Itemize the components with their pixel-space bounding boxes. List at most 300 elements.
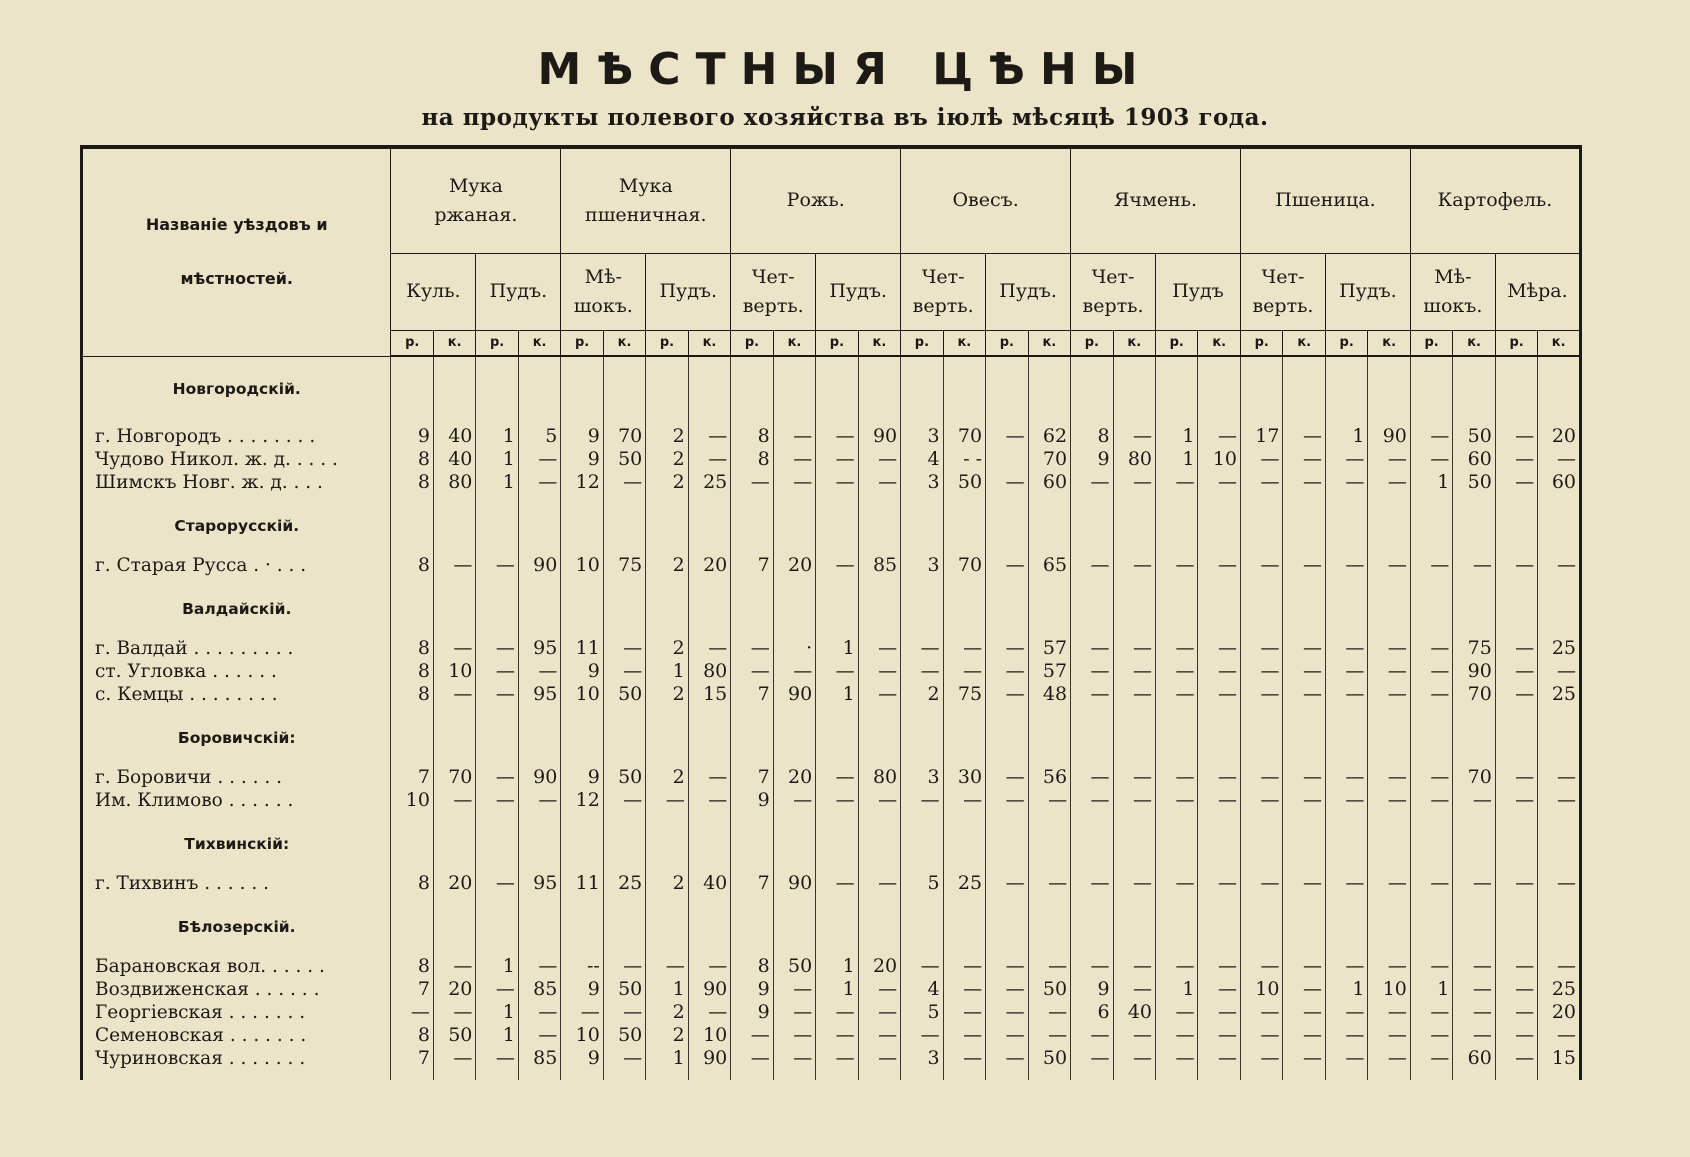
- price-rub-cell: 6: [1071, 1001, 1113, 1024]
- price-kop-cell: —: [1113, 660, 1155, 683]
- price-rub-cell: —: [476, 978, 518, 1001]
- district-name: Бѣлозерскій.: [177, 917, 296, 936]
- price-kop-cell: —: [433, 789, 475, 812]
- price-kop-cell: —: [518, 448, 560, 471]
- table-row: [82, 978, 1581, 1001]
- price-kop-cell: —: [603, 637, 645, 660]
- price-kop-cell: 70: [943, 425, 985, 448]
- price-rub-cell: 5: [901, 872, 943, 895]
- price-kop-cell: —: [858, 637, 901, 660]
- place-name: г. Старая Русса . · . . .: [95, 554, 307, 576]
- price-rub-cell: —: [731, 1024, 773, 1047]
- price-kop-cell: —: [1538, 554, 1581, 577]
- price-rub-cell: —: [1325, 1047, 1367, 1070]
- price-kop-cell: —: [858, 448, 901, 471]
- price-kop-cell: —: [773, 1047, 815, 1070]
- price-rub-cell: 8: [391, 448, 433, 471]
- unit-header-oats-big: Чет- верть.: [901, 254, 986, 331]
- price-rub-cell: —: [476, 660, 518, 683]
- price-kop-cell: 15: [688, 683, 731, 706]
- price-kop-cell: 50: [1453, 425, 1495, 448]
- product-header-wheat-flour: Мука пшеничная.: [561, 147, 731, 254]
- price-kop-cell: —: [1283, 660, 1325, 683]
- price-kop-cell: —: [1368, 1047, 1410, 1070]
- price-rub-cell: —: [476, 789, 518, 812]
- price-kop-cell: 20: [773, 554, 815, 577]
- price-kop-cell: —: [943, 637, 985, 660]
- price-kop-cell: —: [603, 955, 645, 978]
- price-rub-cell: 8: [391, 471, 433, 494]
- price-kop-cell: 10: [433, 660, 475, 683]
- price-kop-cell: 70: [433, 766, 475, 789]
- price-kop-cell: —: [518, 471, 560, 494]
- place-name: с. Кемцы . . . . . . . .: [95, 683, 278, 705]
- product-header-wheat: Пшеница.: [1241, 147, 1411, 254]
- price-kop-cell: 50: [603, 978, 645, 1001]
- price-rub-cell: —: [731, 637, 773, 660]
- price-rub-cell: 1: [816, 978, 858, 1001]
- spacer-row: [82, 860, 1581, 872]
- spacer-row: [82, 542, 1581, 554]
- price-rub-cell: --: [561, 955, 603, 978]
- price-kop-cell: 50: [603, 1024, 645, 1047]
- price-kop-cell: 10: [1368, 978, 1410, 1001]
- price-kop-cell: —: [1198, 955, 1241, 978]
- price-rub-cell: —: [901, 955, 943, 978]
- price-rub-cell: —: [1495, 978, 1537, 1001]
- price-rub-cell: 1: [1325, 978, 1367, 1001]
- price-rub-cell: —: [901, 789, 943, 812]
- price-kop-cell: —: [858, 872, 901, 895]
- price-rub-cell: —: [1071, 1047, 1113, 1070]
- price-kop-cell: —: [1198, 978, 1241, 1001]
- price-kop-cell: —: [858, 978, 901, 1001]
- price-kop-cell: —: [1368, 1024, 1410, 1047]
- price-kop-cell: 80: [688, 660, 731, 683]
- price-kop-cell: —: [1538, 955, 1581, 978]
- district-row: [82, 812, 1581, 860]
- price-kop-cell: 20: [433, 978, 475, 1001]
- rub-label: р.: [1156, 331, 1198, 357]
- price-rub-cell: 3: [901, 471, 943, 494]
- unit-header-wheat-big: Чет- верть.: [1241, 254, 1326, 331]
- price-kop-cell: —: [1198, 1047, 1241, 1070]
- price-kop-cell: —: [1198, 789, 1241, 812]
- district-row: [82, 706, 1581, 754]
- price-rub-cell: —: [476, 766, 518, 789]
- price-rub-cell: —: [1325, 789, 1367, 812]
- price-rub-cell: —: [1156, 872, 1198, 895]
- price-kop-cell: —: [1113, 683, 1155, 706]
- price-kop-cell: —: [1368, 554, 1410, 577]
- price-rub-cell: 3: [901, 1047, 943, 1070]
- price-rub-cell: —: [901, 660, 943, 683]
- price-rub-cell: —: [816, 471, 858, 494]
- product-header-potatoes: Картофель.: [1410, 147, 1580, 254]
- price-kop-cell: —: [1198, 1024, 1241, 1047]
- price-kop-cell: 90: [688, 1047, 731, 1070]
- price-kop-cell: 40: [1113, 1001, 1155, 1024]
- price-rub-cell: 9: [561, 425, 603, 448]
- kop-label: к.: [1283, 331, 1325, 357]
- price-kop-cell: —: [858, 1024, 901, 1047]
- unit-header-rye-big: Чет- верть.: [731, 254, 816, 331]
- price-kop-cell: 70: [1453, 683, 1495, 706]
- price-rub-cell: —: [986, 1047, 1028, 1070]
- price-kop-cell: —: [1538, 660, 1581, 683]
- price-rub-cell: —: [1071, 1024, 1113, 1047]
- price-kop-cell: 25: [1538, 637, 1581, 660]
- price-rub-cell: —: [1156, 766, 1198, 789]
- district-name: Валдайскій.: [182, 599, 292, 618]
- price-kop-cell: —: [433, 1001, 475, 1024]
- price-rub-cell: —: [816, 554, 858, 577]
- price-kop-cell: —: [1368, 872, 1410, 895]
- spacer-row: [82, 754, 1581, 766]
- price-kop-cell: 95: [518, 683, 560, 706]
- price-rub-cell: 10: [561, 554, 603, 577]
- price-kop-cell: —: [858, 471, 901, 494]
- price-rub-cell: 9: [731, 789, 773, 812]
- price-rub-cell: —: [986, 1024, 1028, 1047]
- price-rub-cell: —: [1241, 789, 1283, 812]
- price-kop-cell: 60: [1028, 471, 1071, 494]
- price-kop-cell: 75: [943, 683, 985, 706]
- price-rub-cell: —: [1495, 1001, 1537, 1024]
- price-rub-cell: —: [1495, 637, 1537, 660]
- price-kop-cell: 30: [943, 766, 985, 789]
- product-header-rye: Рожь.: [731, 147, 901, 254]
- price-rub-cell: 8: [391, 660, 433, 683]
- price-kop-cell: 20: [858, 955, 901, 978]
- price-kop-cell: —: [1198, 471, 1241, 494]
- price-rub-cell: —: [986, 789, 1028, 812]
- price-kop-cell: 25: [688, 471, 731, 494]
- price-kop-cell: —: [1283, 554, 1325, 577]
- price-rub-cell: —: [476, 554, 518, 577]
- price-rub-cell: 1: [816, 637, 858, 660]
- price-rub-cell: —: [1241, 471, 1283, 494]
- price-rub-cell: —: [816, 766, 858, 789]
- kop-label: к.: [1453, 331, 1495, 357]
- price-kop-cell: 90: [518, 766, 560, 789]
- price-kop-cell: 70: [603, 425, 645, 448]
- price-kop-cell: 90: [1368, 425, 1410, 448]
- price-rub-cell: —: [1410, 425, 1452, 448]
- price-kop-cell: —: [1028, 955, 1071, 978]
- table-row: [82, 789, 1581, 812]
- price-rub-cell: —: [816, 1047, 858, 1070]
- price-kop-cell: —: [1113, 872, 1155, 895]
- price-kop-cell: 10: [688, 1024, 731, 1047]
- price-rub-cell: —: [1495, 872, 1537, 895]
- price-kop-cell: 50: [1028, 978, 1071, 1001]
- price-rub-cell: —: [1156, 1001, 1198, 1024]
- rub-label: р.: [986, 331, 1028, 357]
- price-rub-cell: —: [1495, 1047, 1537, 1070]
- price-rub-cell: 1: [646, 1047, 688, 1070]
- price-kop-cell: —: [1368, 789, 1410, 812]
- price-kop-cell: —: [1198, 554, 1241, 577]
- rub-label: р.: [561, 331, 603, 357]
- price-rub-cell: 2: [646, 471, 688, 494]
- price-rub-cell: —: [1410, 660, 1452, 683]
- price-rub-cell: —: [476, 1047, 518, 1070]
- price-kop-cell: —: [1113, 425, 1155, 448]
- price-rub-cell: —: [646, 955, 688, 978]
- rub-label: р.: [1071, 331, 1113, 357]
- price-kop-cell: —: [1113, 766, 1155, 789]
- price-rub-cell: 9: [561, 766, 603, 789]
- page-subtitle: на продукты полевого хозяйства въ iюлѣ мѣсяцѣ 1903 года.: [421, 104, 1269, 131]
- kop-label: к.: [603, 331, 645, 357]
- price-kop-cell: —: [603, 789, 645, 812]
- price-rub-cell: —: [1071, 872, 1113, 895]
- price-kop-cell: —: [773, 789, 815, 812]
- price-rub-cell: 1: [1156, 448, 1198, 471]
- price-kop-cell: —: [858, 1047, 901, 1070]
- price-kop-cell: —: [1028, 1001, 1071, 1024]
- table-row: [82, 683, 1581, 706]
- unit-header-rye-flour-pud: Пудъ.: [476, 254, 561, 331]
- price-kop-cell: —: [1453, 978, 1495, 1001]
- price-kop-cell: —: [943, 660, 985, 683]
- price-kop-cell: 62: [1028, 425, 1071, 448]
- spacer-row: [82, 1070, 1581, 1080]
- price-kop-cell: —: [688, 789, 731, 812]
- price-rub-cell: —: [1241, 637, 1283, 660]
- price-rub-cell: —: [1495, 660, 1537, 683]
- price-rub-cell: 7: [391, 978, 433, 1001]
- price-rub-cell: —: [1241, 683, 1283, 706]
- price-kop-cell: —: [943, 1024, 985, 1047]
- price-kop-cell: —: [943, 955, 985, 978]
- price-kop-cell: 70: [943, 554, 985, 577]
- price-rub-cell: —: [1071, 766, 1113, 789]
- price-kop-cell: —: [1113, 789, 1155, 812]
- price-kop-cell: —: [1113, 1024, 1155, 1047]
- price-rub-cell: 8: [1071, 425, 1113, 448]
- price-kop-cell: —: [1368, 1001, 1410, 1024]
- price-rub-cell: —: [1325, 766, 1367, 789]
- price-rub-cell: 7: [391, 1047, 433, 1070]
- price-kop-cell: —: [1283, 978, 1325, 1001]
- price-kop-cell: —: [1283, 683, 1325, 706]
- price-kop-cell: 95: [518, 637, 560, 660]
- price-kop-cell: —: [1198, 872, 1241, 895]
- price-kop-cell: —: [1368, 637, 1410, 660]
- table-row: [82, 471, 1581, 494]
- price-kop-cell: —: [1283, 471, 1325, 494]
- price-rub-cell: —: [476, 872, 518, 895]
- price-kop-cell: 80: [433, 471, 475, 494]
- price-kop-cell: —: [1198, 425, 1241, 448]
- price-rub-cell: —: [816, 872, 858, 895]
- price-kop-cell: 90: [773, 683, 815, 706]
- place-name: Шимскъ Новг. ж. д. . . .: [95, 471, 323, 493]
- price-kop-cell: —: [1368, 955, 1410, 978]
- spacer-row: [82, 405, 1581, 425]
- price-rub-cell: —: [646, 789, 688, 812]
- spacer-row: [82, 943, 1581, 955]
- kop-label: к.: [1368, 331, 1410, 357]
- price-rub-cell: —: [1410, 637, 1452, 660]
- price-rub-cell: —: [1156, 637, 1198, 660]
- district-name: Старорусскій.: [174, 516, 300, 535]
- rub-label: р.: [1241, 331, 1283, 357]
- price-kop-cell: —: [433, 955, 475, 978]
- price-rub-cell: —: [816, 448, 858, 471]
- price-kop-cell: —: [1113, 955, 1155, 978]
- kop-label: к.: [1028, 331, 1071, 357]
- price-rub-cell: —: [986, 955, 1028, 978]
- price-kop-cell: —: [433, 683, 475, 706]
- price-rub-cell: 1: [1156, 978, 1198, 1001]
- price-rub-cell: —: [1156, 1024, 1198, 1047]
- table-row: [82, 872, 1581, 895]
- price-rub-cell: 11: [561, 637, 603, 660]
- price-rub-cell: 7: [731, 554, 773, 577]
- price-rub-cell: —: [1241, 660, 1283, 683]
- price-kop-cell: —: [688, 448, 731, 471]
- rub-label: р.: [646, 331, 688, 357]
- price-rub-cell: —: [1410, 872, 1452, 895]
- price-kop-cell: —: [518, 955, 560, 978]
- price-kop-cell: —: [1198, 1001, 1241, 1024]
- price-rub-cell: —: [1071, 955, 1113, 978]
- price-rub-cell: —: [1410, 448, 1452, 471]
- unit-header-wheat-flour-pud: Пудъ.: [646, 254, 731, 331]
- price-kop-cell: —: [688, 766, 731, 789]
- price-rub-cell: 10: [561, 1024, 603, 1047]
- rub-label: р.: [731, 331, 773, 357]
- price-rub-cell: —: [1156, 471, 1198, 494]
- price-rub-cell: —: [1325, 448, 1367, 471]
- price-kop-cell: —: [773, 1024, 815, 1047]
- price-kop-cell: 70: [1453, 766, 1495, 789]
- price-kop-cell: —: [518, 1024, 560, 1047]
- price-rub-cell: 2: [646, 1001, 688, 1024]
- price-rub-cell: 17: [1241, 425, 1283, 448]
- price-rub-cell: —: [1241, 1047, 1283, 1070]
- price-kop-cell: —: [1283, 448, 1325, 471]
- price-kop-cell: —: [773, 471, 815, 494]
- price-rub-cell: 7: [731, 872, 773, 895]
- price-kop-cell: 85: [518, 978, 560, 1001]
- price-rub-cell: —: [1325, 955, 1367, 978]
- place-name: г. Новгородъ . . . . . . . .: [95, 425, 316, 447]
- price-kop-cell: —: [1538, 1024, 1581, 1047]
- kop-label: к.: [943, 331, 985, 357]
- price-kop-cell: —: [1453, 1001, 1495, 1024]
- price-kop-cell: —: [688, 637, 731, 660]
- price-kop-cell: 50: [1028, 1047, 1071, 1070]
- price-rub-cell: 1: [476, 1001, 518, 1024]
- price-kop-cell: 57: [1028, 637, 1071, 660]
- price-rub-cell: —: [1156, 683, 1198, 706]
- price-kop-cell: —: [1283, 766, 1325, 789]
- price-rub-cell: —: [1156, 1047, 1198, 1070]
- price-kop-cell: 25: [1538, 978, 1581, 1001]
- price-rub-cell: —: [986, 766, 1028, 789]
- price-rub-cell: 7: [731, 766, 773, 789]
- price-rub-cell: —: [1410, 1047, 1452, 1070]
- price-rub-cell: 1: [476, 1024, 518, 1047]
- price-rub-cell: 2: [901, 683, 943, 706]
- price-rub-cell: 1: [476, 471, 518, 494]
- price-rub-cell: 1: [646, 978, 688, 1001]
- price-rub-cell: —: [1071, 471, 1113, 494]
- price-rub-cell: —: [1325, 471, 1367, 494]
- price-rub-cell: —: [731, 660, 773, 683]
- rub-label: р.: [476, 331, 518, 357]
- price-rub-cell: —: [476, 637, 518, 660]
- price-rub-cell: —: [1071, 683, 1113, 706]
- price-rub-cell: —: [1495, 683, 1537, 706]
- price-rub-cell: —: [1156, 554, 1198, 577]
- price-kop-cell: —: [1113, 471, 1155, 494]
- price-kop-cell: —: [1113, 637, 1155, 660]
- price-kop-cell: —: [433, 554, 475, 577]
- price-rub-cell: 9: [561, 448, 603, 471]
- price-rub-cell: —: [1325, 1024, 1367, 1047]
- price-rub-cell: —: [1241, 448, 1283, 471]
- unit-header-rye-pud: Пудъ.: [816, 254, 901, 331]
- price-kop-cell: —: [1453, 1024, 1495, 1047]
- price-rub-cell: —: [901, 637, 943, 660]
- kop-label: к.: [1538, 331, 1581, 357]
- rub-label: р.: [1410, 331, 1452, 357]
- price-rub-cell: —: [391, 1001, 433, 1024]
- price-rub-cell: 9: [561, 978, 603, 1001]
- price-rub-cell: 2: [646, 448, 688, 471]
- price-kop-cell: —: [1283, 1047, 1325, 1070]
- price-rub-cell: 4: [901, 978, 943, 1001]
- price-kop-cell: —: [1028, 1024, 1071, 1047]
- price-rub-cell: 4: [901, 448, 943, 471]
- kop-label: к.: [1113, 331, 1155, 357]
- price-rub-cell: 2: [646, 1024, 688, 1047]
- price-kop-cell: 50: [603, 448, 645, 471]
- price-kop-cell: —: [1198, 766, 1241, 789]
- price-rub-cell: 2: [646, 425, 688, 448]
- price-rub-cell: 8: [731, 448, 773, 471]
- price-rub-cell: —: [1325, 872, 1367, 895]
- name-column-header-line1: Названіе уѣздовъ и: [145, 214, 328, 234]
- price-kop-cell: —: [1113, 1047, 1155, 1070]
- price-rub-cell: —: [1495, 955, 1537, 978]
- price-kop-cell: - -: [943, 448, 985, 471]
- price-rub-cell: [986, 448, 1028, 471]
- price-rub-cell: 5: [901, 1001, 943, 1024]
- page-title: МѢСТНЫЯ ЦѢНЫ: [537, 44, 1153, 95]
- rub-label: р.: [901, 331, 943, 357]
- price-rub-cell: —: [1325, 637, 1367, 660]
- unit-header-barley-big: Чет- верть.: [1071, 254, 1156, 331]
- price-kop-cell: —: [1113, 554, 1155, 577]
- price-rub-cell: 8: [391, 637, 433, 660]
- price-rub-cell: 12: [561, 471, 603, 494]
- price-kop-cell: 25: [603, 872, 645, 895]
- price-table-body: [82, 356, 1581, 1080]
- price-rub-cell: 8: [391, 554, 433, 577]
- district-row: [82, 895, 1581, 943]
- price-kop-cell: —: [1283, 425, 1325, 448]
- price-kop-cell: 90: [858, 425, 901, 448]
- price-kop-cell: —: [1538, 872, 1581, 895]
- price-kop-cell: —: [858, 1001, 901, 1024]
- price-kop-cell: —: [603, 471, 645, 494]
